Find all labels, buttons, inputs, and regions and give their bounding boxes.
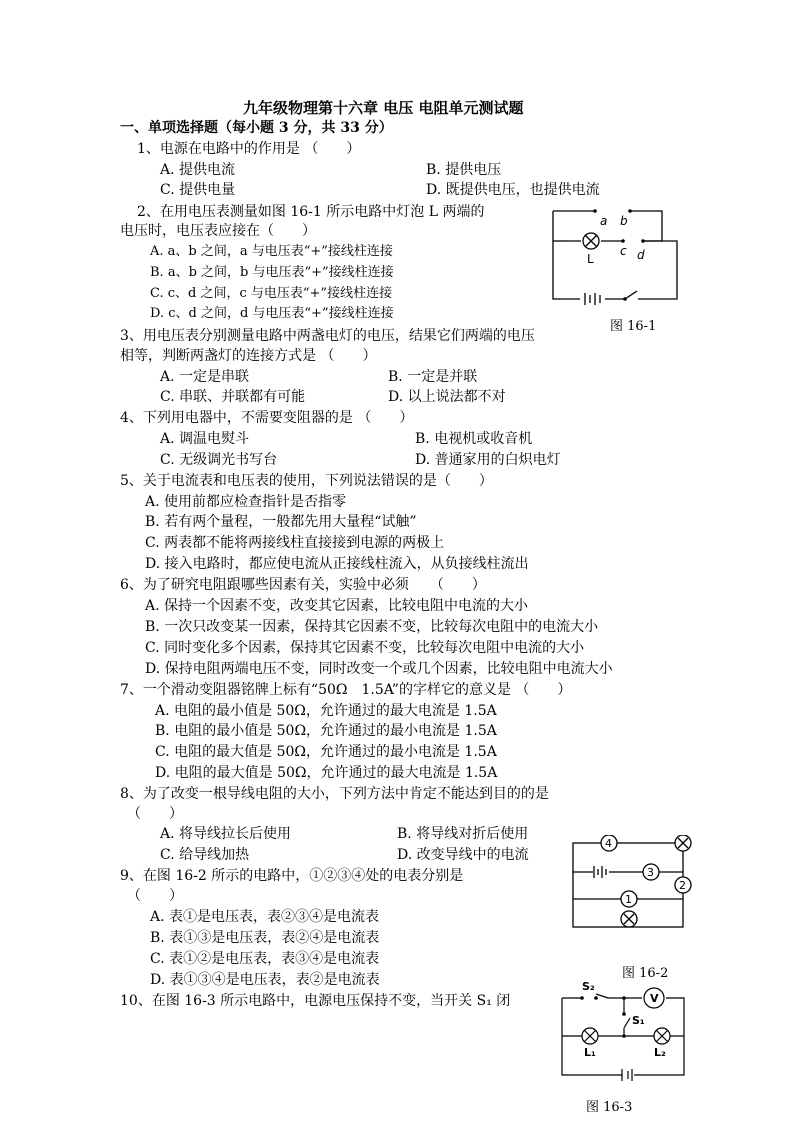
q9-option-b: B. 表①③是电压表，表②④是电流表: [150, 930, 380, 946]
q4-option-d: D. 普通家用的白炽电灯: [415, 452, 561, 468]
q7-option-a: A. 电阻的最小值是 50Ω，允许通过的最大电流是 1.5A: [155, 703, 497, 719]
question-8-stem-line2: （ ）: [127, 806, 183, 822]
question-3-stem-line2: 相等，判断两盏灯的连接方式是 （ ）: [120, 348, 377, 364]
q6-option-c: C. 同时变化多个因素，保持其它因素不变，比较每次电阻中电流的大小: [145, 640, 585, 656]
q8-option-b: B. 将导线对折后使用: [397, 826, 529, 842]
q4-option-c: C. 无级调光书写台: [160, 452, 278, 468]
q6-option-b: B. 一次只改变某一因素，保持其它因素不变，比较每次电阻中的电流大小: [145, 619, 599, 635]
question-6-stem: 6、为了研究电阻跟哪些因素有关，实验中必须 （ ）: [120, 577, 486, 593]
q1-option-a: A. 提供电流: [160, 162, 236, 178]
label-L: L: [587, 252, 594, 266]
switch-s2-label: S₂: [582, 980, 595, 993]
q1-option-b: B. 提供电压: [426, 162, 502, 178]
q2-option-b: B. a、b 之间，b 与电压表“+”接线柱连接: [150, 265, 394, 280]
question-2-stem-line2: 电压时，电压表应接在（ ）: [120, 223, 316, 239]
q2-option-c: C. c、d 之间，c 与电压表“+”接线柱连接: [150, 286, 393, 301]
q6-option-d: D. 保持电阻两端电压不变，同时改变一个或几个因素，比较电阻中电流大小: [145, 661, 613, 677]
label-c: c: [620, 244, 627, 258]
q3-option-d: D. 以上说法都不对: [388, 389, 506, 405]
question-1-stem: 1、电源在电路中的作用是 （ ）: [137, 141, 361, 157]
figure-16-2-circuit: [567, 835, 695, 935]
question-9-stem-line2: （ ）: [127, 888, 183, 904]
q9-option-a: A. 表①是电压表，表②③④是电流表: [150, 909, 380, 925]
label-b: b: [620, 214, 628, 228]
q7-option-d: D. 电阻的最大值是 50Ω，允许通过的最大电流是 1.5A: [155, 765, 498, 781]
meter-1-label: 1: [625, 893, 632, 906]
q7-option-b: B. 电阻的最小值是 50Ω，允许通过的最小电流是 1.5A: [155, 723, 497, 739]
question-8-stem-line1: 8、为了改变一根导线电阻的大小，下列方法中肯定不能达到目的的是: [120, 786, 549, 802]
meter-3-label: 3: [647, 866, 654, 879]
question-2-stem-line1: 2、在用电压表测量如图 16-1 所示电路中灯泡 L 两端的: [137, 204, 485, 220]
section-heading: 一、单项选择题（每小题 3 分，共 33 分）: [120, 120, 393, 136]
q4-option-a: A. 调温电熨斗: [160, 431, 250, 447]
q3-option-b: B. 一定是并联: [388, 369, 478, 385]
figure-16-1-circuit: [545, 205, 685, 307]
meter-4-label: 4: [605, 837, 612, 850]
lamp-l2-label: L₂: [654, 1046, 666, 1059]
switch-icon: [625, 291, 637, 299]
voltmeter-label: V: [650, 992, 659, 1005]
figure-16-3-caption: 图 16-3: [586, 1100, 633, 1115]
meter-2-label: 2: [679, 879, 686, 892]
question-7-stem: 7、一个滑动变阻器铭牌上标有“50Ω 1.5A”的字样它的意义是 （ ）: [120, 682, 572, 698]
q3-option-a: A. 一定是串联: [160, 369, 250, 385]
q1-option-d: D. 既提供电压，也提供电流: [426, 182, 600, 198]
figure-16-2-caption: 图 16-2: [622, 966, 669, 981]
q8-option-a: A. 将导线拉长后使用: [160, 826, 292, 842]
switch-s1-label: S₁: [632, 1014, 645, 1027]
q3-option-c: C. 串联、并联都有可能: [160, 389, 306, 405]
battery-icon: [585, 293, 600, 305]
q9-option-c: C. 表①②是电压表，表③④是电流表: [150, 951, 380, 967]
q5-option-d: D. 接入电路时，都应使电流从正接线柱流入，从负接线柱流出: [145, 556, 529, 572]
question-9-stem-line1: 9、在图 16-2 所示的电路中，①②③④处的电表分别是: [120, 868, 464, 884]
q2-option-d: D. c、d 之间，d 与电压表“+”接线柱连接: [150, 306, 394, 321]
label-a: a: [600, 214, 608, 228]
figure-16-1-caption: 图 16-1: [610, 319, 657, 334]
lamp-l1-label: L₁: [584, 1046, 596, 1059]
q8-option-d: D. 改变导线中的电流: [397, 847, 529, 863]
q8-option-c: C. 给导线加热: [160, 847, 250, 863]
q6-option-a: A. 保持一个因素不变，改变其它因素，比较电阻中电流的大小: [145, 598, 529, 614]
q7-option-c: C. 电阻的最大值是 50Ω，允许通过的最小电流是 1.5A: [155, 744, 497, 760]
question-10-stem: 10、在图 16-3 所示电路中，电源电压保持不变，当开关 S₁ 闭: [120, 993, 511, 1009]
q5-option-b: B. 若有两个量程，一般都先用大量程“试触”: [145, 514, 417, 530]
q5-option-a: A. 使用前都应检查指针是否指零: [145, 494, 347, 510]
q1-option-c: C. 提供电量: [160, 182, 236, 198]
q5-option-c: C. 两表都不能将两接线柱直接接到电源的两极上: [145, 535, 445, 551]
question-4-stem: 4、下列用电器中，不需要变阻器的是 （ ）: [120, 410, 414, 426]
figure-16-3-circuit: [556, 980, 696, 1085]
q4-option-b: B. 电视机或收音机: [415, 431, 533, 447]
q2-option-a: A. a、b 之间，a 与电压表“+”接线柱连接: [150, 244, 393, 259]
page-title: 九年级物理第十六章 电压 电阻单元测试题: [243, 99, 524, 117]
label-d: d: [637, 248, 645, 262]
question-5-stem: 5、关于电流表和电压表的使用，下列说法错误的是（ ）: [120, 473, 493, 489]
q9-option-d: D. 表①③④是电压表，表②是电流表: [150, 972, 380, 988]
question-3-stem-line1: 3、用电压表分别测量电路中两盏电灯的电压，结果它们两端的电压: [120, 328, 535, 344]
